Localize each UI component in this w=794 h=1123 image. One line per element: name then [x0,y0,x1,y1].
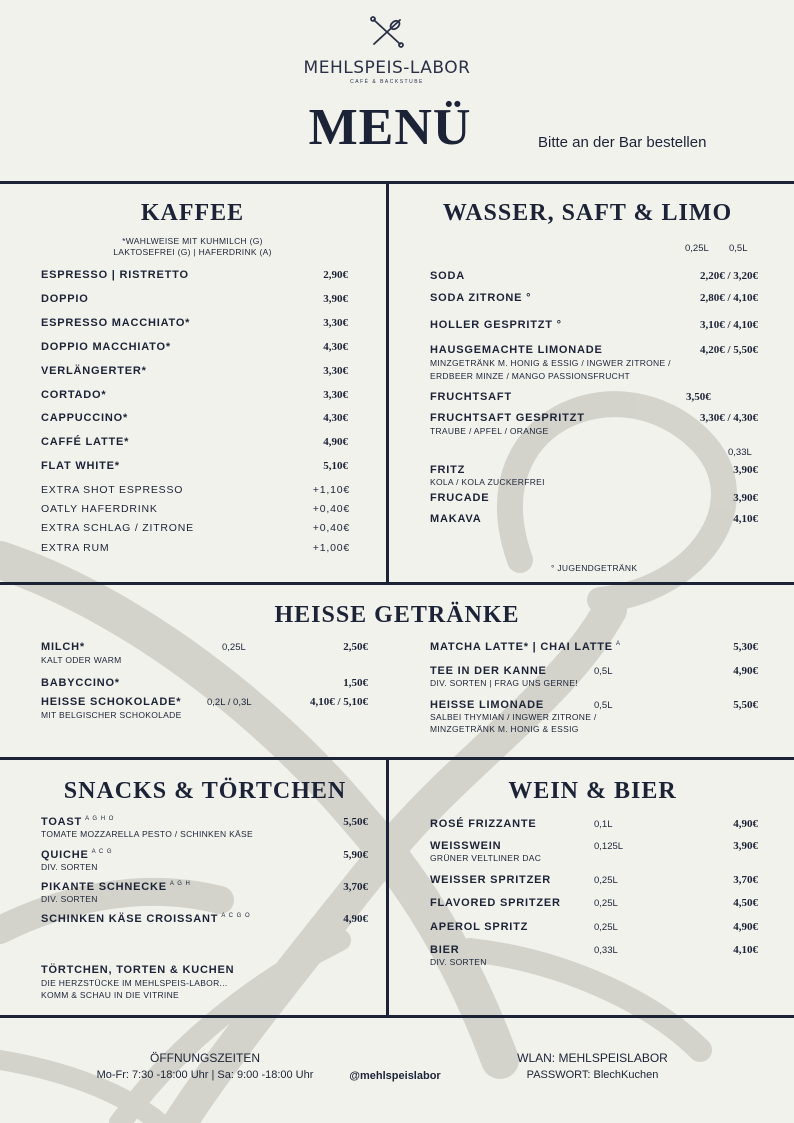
extra-item-name: EXTRA SCHLAG / ZITRONE [41,522,194,534]
menu-item-price: 4,50€ [733,897,758,909]
menu-item-price: 3,10€ / 4,10€ [699,319,758,331]
instagram-handle[interactable]: @mehlspeislabor [349,1070,441,1082]
menu-item-price: 1,50€ [343,677,368,689]
menu-item-size: 0,2L / 0,3L [207,697,252,708]
menu-item-name: WEISSWEIN [430,840,502,852]
allergen-codes: A C G O [221,913,251,920]
menu-item-price: 4,30€ [323,412,348,424]
menu-item-size: 0,33L [594,945,618,956]
torten-desc: DIE HERZSTÜCKE IM MEHLSPEIS-LABOR... [41,978,228,988]
extra-item-name: EXTRA RUM [41,542,110,554]
menu-item-name: TOAST [41,816,83,828]
menu-item-desc: DIV. SORTEN [41,894,98,904]
menu-item-name: HAUSGEMACHTE LIMONADE [430,344,603,356]
menu-item-price: 2,50€ [343,641,368,653]
menu-item-desc: MINZGETRÄNK M. HONIG & ESSIG [430,724,579,734]
divider-vertical-top [386,181,389,584]
menu-item-name [430,641,621,653]
menu-item-name: FLAVORED SPRITZER [430,897,561,909]
menu-item-name: TEE IN DER KANNE [430,665,547,677]
menu-item-desc: KALT ODER WARM [41,655,122,665]
menu-item-desc: ERDBEER MINZE / MANGO PASSIONSFRUCHT [430,371,631,381]
menu-item-price: 2,90€ [323,269,348,281]
divider-top [0,181,794,184]
menu-item-size: 0,125L [594,841,624,852]
whisk-rolling-pin-icon [368,16,406,48]
menu-item-price: 5,50€ [343,816,368,828]
menu-item-price: 5,50€ [733,699,758,711]
menu-item [41,849,113,861]
menu-item-price: 3,30€ [323,389,348,401]
menu-item-price: 5,90€ [343,849,368,861]
extra-item-price: +1,00€ [312,542,350,554]
menu-item-size: 0,5L [594,700,613,711]
torten-title: TÖRTCHEN, TORTEN & KUCHEN [41,964,235,976]
menu-item-desc: DIV. SORTEN [41,862,98,872]
menu-item-price: 4,10€ [733,944,758,956]
menu-item-name: FRUCHTSAFT [430,391,512,403]
menu-item-desc: DIV. SORTEN [430,957,487,967]
menu-item-name: ESPRESSO MACCHIATO* [41,317,191,329]
menu-item-desc: SALBEI THYMIAN / INGWER ZITRONE / [430,712,597,722]
jugend-footnote: ° JUGENDGETRÄNK [551,563,638,573]
menu-item-price: 3,90€ [733,464,758,476]
menu-item-price: 3,90€ [323,293,348,305]
order-note: Bitte an der Bar bestellen [538,134,707,151]
menu-item-name: SODA [430,270,465,282]
menu-item-name: FLAT WHITE* [41,460,120,472]
menu-item-name: DOPPIO MACCHIATO* [41,341,171,353]
menu-item-desc: MIT BELGISCHER SCHOKOLADE [41,710,182,720]
divider-middle [0,582,794,585]
menu-item-size: 0,25L [594,875,618,886]
menu-item-name: PIKANTE SCHNECKE [41,881,167,893]
menu-item-price: 2,80€ / 4,10€ [699,292,758,304]
brand-subtitle: CAFÉ & BACKSTUBE [350,79,424,85]
kaffee-milk-note: LAKTOSEFREI (G) | HAFERDRINK (A) [113,247,272,257]
wasser-title: WASSER, SAFT & LIMO [442,200,733,226]
menu-item-name: HEISSE SCHOKOLADE* [41,696,182,708]
menu-item-size: 0,25L [594,922,618,933]
menu-item-desc: TOMATE MOZZARELLA PESTO / SCHINKEN KÄSE [41,829,253,839]
extra-item-name: EXTRA SHOT ESPRESSO [41,484,184,496]
menu-item-name: ROSÉ FRIZZANTE [430,818,537,830]
menu-item-price: 4,20€ / 5,50€ [699,344,758,356]
menu-item-name: SODA ZITRONE ° [430,292,532,304]
menu-item-name: FRUCADE [430,492,490,504]
menu-item-price: 4,10€ / 5,10€ [309,696,368,708]
menu-item-price: 2,20€ / 3,20€ [699,270,758,282]
menu-item-name: DOPPIO [41,293,89,305]
menu-item-name: HOLLER GESPRITZT ° [430,319,562,331]
menu-item-name: SCHINKEN KÄSE CROISSANT [41,913,219,925]
menu-item-price: 3,70€ [733,874,758,886]
menu-item-price: 4,90€ [323,436,348,448]
menu-item-name: QUICHE [41,849,89,861]
menu-item-price: 3,90€ [733,840,758,852]
kaffee-title: KAFFEE [140,200,245,226]
menu-item-name: VERLÄNGERTER* [41,365,147,377]
menu-item-price: 3,90€ [733,492,758,504]
menu-item-name: FRITZ [430,464,466,476]
size-label: 0,33L [728,447,752,458]
brand-name: MEHLSPEIS-LABOR [303,58,471,78]
menu-item-price: 3,30€ [323,317,348,329]
torten-desc: KOMM & SCHAU IN DIE VITRINE [41,990,179,1000]
menu-item-name: WEISSER SPRITZER [430,874,551,886]
extra-item-price: +1,10€ [312,484,350,496]
menu-item-size: 0,25L [222,642,246,653]
extra-item-price: +0,40€ [312,522,350,534]
menu-item-price: 3,50€ [686,391,711,403]
menu-item-desc: TRAUBE / APFEL / ORANGE [430,426,549,436]
menu-item-price: 3,70€ [343,881,368,893]
wifi-name: WLAN: MEHLSPEISLABOR [517,1051,668,1065]
hours-title: ÖFFNUNGSZEITEN [150,1051,260,1065]
menu-item-name: ESPRESSO | RISTRETTO [41,269,189,281]
menu-item-price: 4,10€ [733,513,758,525]
heisse-title: HEISSE GETRÄNKE [274,602,520,628]
menu-item-name: HEISSE LIMONADE [430,699,545,711]
menu-item-price: 3,30€ / 4,30€ [699,412,758,424]
menu-item-name: MILCH* [41,641,85,653]
menu-item-desc: MINZGETRÄNK M. HONIG & ESSIG / INGWER ZITRONE / [430,358,671,368]
menu-item-size: 0,5L [594,666,613,677]
menu-item-desc: GRÜNER VELTLINER DAC [430,853,542,863]
page-title: MENÜ [308,99,472,156]
menu-item-desc: DIV. SORTEN | FRAG UNS GERNE! [430,678,578,688]
opening-hours: Mo-Fr: 7:30 -18:00 Uhr | Sa: 9:00 -18:00 Uhr [96,1069,314,1081]
divider-bottom [0,1015,794,1018]
menu-item-size: 0,1L [594,819,613,830]
menu-item-name: BIER [430,944,460,956]
menu-item-price: 4,90€ [733,818,758,830]
menu-item [41,913,251,925]
menu-item-price: 4,90€ [733,921,758,933]
extra-item-name: OATLY HAFERDRINK [41,503,158,515]
wein-title: WEIN & BIER [508,778,677,804]
menu-item-name: FRUCHTSAFT GESPRITZT [430,412,585,424]
menu-item-desc: KOLA / KOLA ZUCKERFREI [430,477,545,487]
menu-item-price: 4,90€ [733,665,758,677]
allergen-codes: A G H [169,881,191,888]
allergen-codes: A G H O [85,816,115,823]
wifi-password: PASSWORT: BlechKuchen [526,1069,659,1081]
snacks-title: SNACKS & TÖRTCHEN [63,778,347,804]
menu-item-name: CAPPUCCINO* [41,412,129,424]
size-label: 0,25L [685,243,709,254]
menu-item-price: 5,30€ [733,641,758,653]
menu-item-name: MAKAVA [430,513,482,525]
menu-item-size: 0,25L [594,898,618,909]
size-label: 0,5L [729,243,748,254]
kaffee-milk-note: *WAHLWEISE MIT KUHMILCH (G) [122,236,263,246]
menu-item-name: APEROL SPRITZ [430,921,529,933]
extra-item-price: +0,40€ [312,503,350,515]
menu-item-name: CORTADO* [41,389,107,401]
menu-item [41,816,114,828]
divider-lower [0,757,794,760]
menu-item-price: 4,90€ [343,913,368,925]
divider-vertical-bottom [386,757,389,1017]
menu-item-name: BABYCCINO* [41,677,120,689]
allergen-codes: A [615,641,621,648]
menu-item-price: 5,10€ [323,460,348,472]
menu-item-name-text: MATCHA LATTE* | CHAI LATTE [430,641,613,653]
menu-item-price: 4,30€ [323,341,348,353]
menu-item-name: CAFFÉ LATTE* [41,436,130,448]
menu-item-price: 3,30€ [323,365,348,377]
menu-item [41,881,191,893]
allergen-codes: A C G [91,849,113,856]
